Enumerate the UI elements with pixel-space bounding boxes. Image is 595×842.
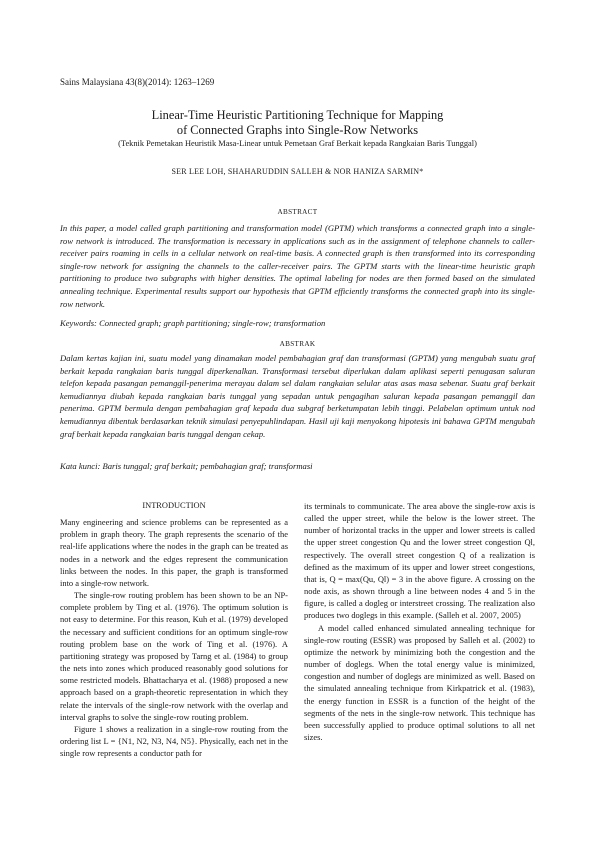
paper-title-line-1: Linear-Time Heuristic Partitioning Technique for Mapping: [151, 108, 444, 122]
author-list: SER LEE LOH, SHAHARUDDIN SALLEH & NOR HANIZA SARMIN*: [171, 167, 424, 176]
intro-paragraph-4: its terminals to communicate. The area above the single-row axis is called the upper street, while the below is the lower street. The number of horizontal tracks in the upper and lower streets is called the upper street congestion Qu and the lower street congestion Ql, respectively. The overall street congestion Q of a realization is defined as the maximum of its upper and lower street congestions, that is, Q = max(Qu, Ql) = 3 in the above figure. A crossing on the node axis, as shown through a line between nodes 4 and 5 in the figure, is called a dogleg or interstreet crossing. The realization also produces two doglegs in this example. (Salleh et al. 2007, 2005): [304, 501, 535, 621]
left-column: [60, 500, 288, 759]
abstract-text: In this paper, a model called graph partitioning and transformation model (GPTM) which transforms a connected graph into a single-row network is introduced. The transformation is necessary in applications such as in the assignment of telephone channels to caller-receiver pairs roaming in cells in a cellular network on real-time basis. A connected graph is then transformed into its corresponding single-row network for assigning the channels to the caller-receiver pairs. The GPTM starts with the linear-time heuristic graph partitioning to produce two subgraphs with higher densities. The optimal labeling for nodes are then formed based on the simulated annealing technique. Experimental results support our hypothesis that GPTM efficiently transforms the connected graph into its single-row network.: [60, 223, 535, 309]
abstract-heading: ABSTRACT: [277, 208, 318, 216]
abstrak-keywords: Kata kunci: Baris tunggal; graf berkait; pembahagian graf; transformasi: [60, 461, 313, 471]
abstrak-heading: ABSTRAK: [279, 340, 316, 348]
intro-paragraph-5: A model called enhanced simulated annealing technique for single-row routing (ESSR) was proposed by Salleh et al. (2002) to optimize the network by minimizing both the congestion and the number of doglegs. When the total energy value is minimized, congestion and number of doglegs are minimized as well. Based on the simulated annealing technique from Kirkpatrick et al. (1983), the energy function in ESSR is a function of the height of the segments of the nets in the single-row network. This technique has been successfully applied to produce optimal solutions to all net sizes.: [304, 622, 535, 742]
intro-paragraph-3: Figure 1 shows a realization in a single-row routing from the ordering list L = {N1, N2, N3, N4, N5}. Physically, each net in the single row represents a conductor path for: [60, 723, 288, 759]
paper-title-line-2: of Connected Graphs into Single-Row Networks: [176, 123, 419, 137]
paper-subtitle: (Teknik Pemetakan Heuristik Masa-Linear untuk Pemetaan Graf Berkait kepada Rangkaian Baris Tunggal): [118, 139, 477, 148]
journal-citation: Sains Malaysiana 43(8)(2014): 1263–1269: [60, 77, 215, 87]
right-column: [304, 500, 535, 743]
abstrak-text: Dalam kertas kajian ini, suatu model yang dinamakan model pembahagian graf dan transformasi (GPTM) yang mengubah suatu graf berkait kepada rangkaian baris tunggal diperkenalkan. Transformasi tersebut diperlukan dalam aplikasi seperti penugasan saluran telefon kepada pasangan pemanggil-penerima merayau dalam sel dalam rangkaian selular atas asas masa sebenar. Suatu graf berkait kemudiannya diubah kepada rangkaian baris tunggal yang sepadan untuk pengagihan saluran kepada pasangan pemanggil dan penerima. GPTM bermula dengan pembahagian graf kepada dua subgraf berketumpatan lebih tinggi. Pelabelan optimum untuk nod kemudiannya dibentuk berdasarkan teknik simulasi penyepuhlindapan. Hasil uji kaji menyokong hipotesis ini bahawa GPTM mengubah graf berkait kepada rangkaian baris tunggal dengan cekap.: [60, 353, 535, 439]
abstract-keywords: Keywords: Connected graph; graph partitioning; single-row; transformation: [60, 318, 326, 328]
introduction-heading: INTRODUCTION: [142, 501, 206, 510]
intro-paragraph-1: Many engineering and science problems can be represented as a problem in graph theory. The graph represents the scenario of the real-life applications where the nodes in the graph can be treated as nodes in a network and the edges represent the communication links between the nodes. In this paper, the graph is transformed into a single-row network.: [60, 517, 288, 588]
intro-paragraph-2: The single-row routing problem has been shown to be an NP-complete problem by Ting et al. (1976). The optimum solution is not easy to determine. For this reason, Kuh et al. (1979) developed the necessary and sufficient conditions for an optimum single-row routing problem base on the work of Ting et al. (1976). A partitioning strategy was proposed by Tarng et al. (1984) to group the nets into zones which produced reasonably good solutions for some restricted models. Bhattacharya et al. (1988) proposed a new approach based on a graph-theoretic representation in which they relate the intervals of the single-row network with the overlap and interval graphs to solve the single-row routing problem.: [60, 590, 288, 722]
